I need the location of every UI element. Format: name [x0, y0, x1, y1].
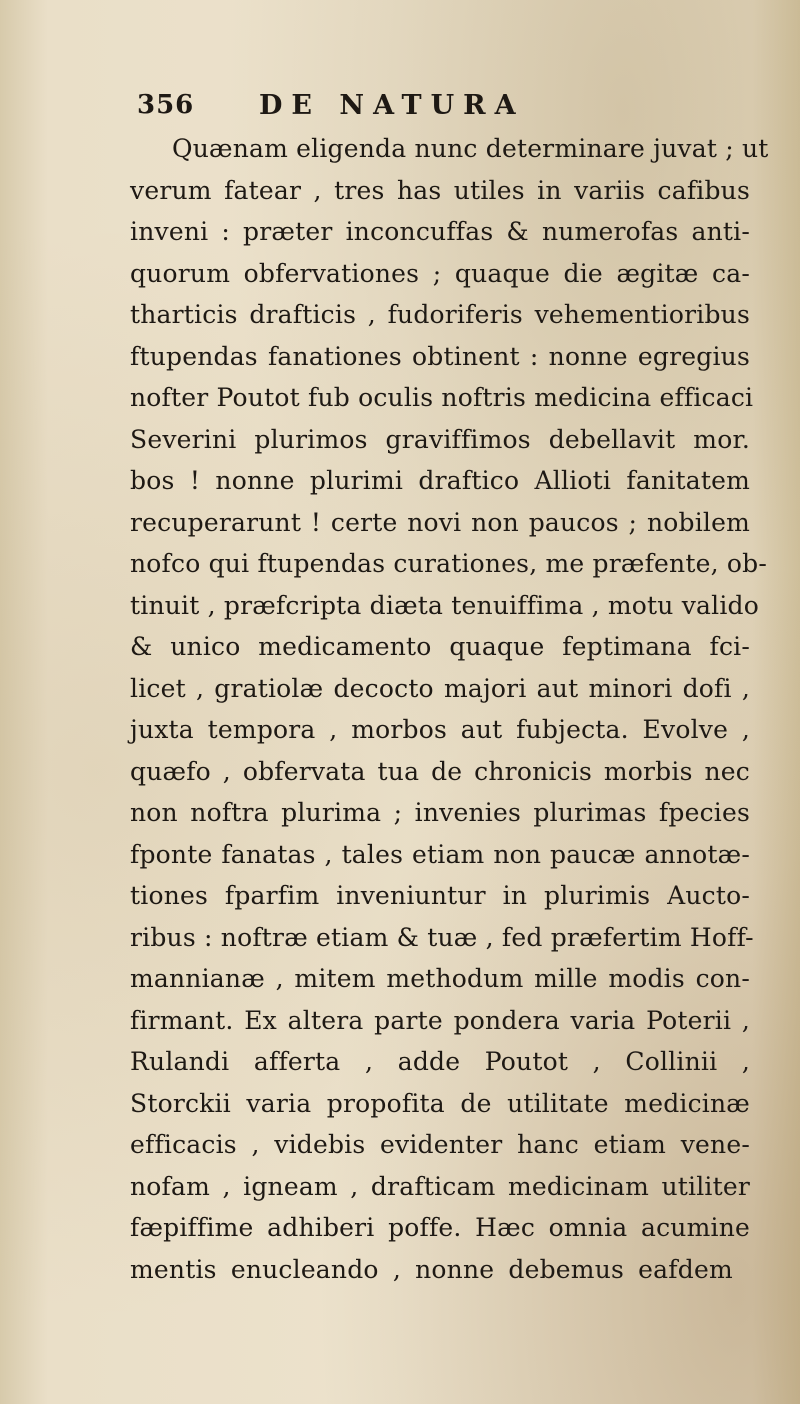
text-line: ribus : noftræ etiam & tuæ , fed præfertim Hoff-: [130, 922, 754, 952]
text-line: efficacis , videbis evidenter hanc etiam vene-: [130, 1130, 750, 1159]
text-line: inveni : præter inconcuffas & numerofas anti-: [130, 217, 750, 246]
text-line: nofco qui ftupendas curationes, me præfente, ob-: [130, 549, 767, 578]
text-line: quæfo , obfervata tua de chronicis morbis nec: [130, 756, 750, 786]
text-line: juxta tempora , morbos aut fubjecta. Evolve ,: [130, 715, 750, 744]
body-text: [130, 128, 769, 1290]
text-line: nofam , igneam , drafticam medicinam utiliter: [130, 1171, 750, 1201]
page-number: 356: [137, 90, 195, 120]
text-line: Quænam eligenda nunc determinare juvat ; ut: [172, 134, 769, 163]
text-line: tharticis drafticis , fudoriferis vehementioribus: [130, 300, 750, 329]
text-line: bos ! nonne plurimi draftico Allioti fanitatem: [130, 466, 750, 495]
text-line: tinuit , præfcripta diæta tenuiffima , motu valido: [130, 590, 759, 620]
text-line: recuperarunt ! certe novi non paucos ; nobilem: [130, 507, 750, 537]
text-line: nofter Poutot fub oculis noftris medicina efficaci: [130, 383, 754, 412]
text-line: & unico medicamento quaque feptimana fci-: [130, 632, 750, 661]
page-header: [137, 90, 697, 130]
text-line: Severini plurimos graviffimos debellavit mor.: [130, 424, 750, 454]
running-title: DE NATURA: [259, 90, 525, 121]
text-line: tiones fparfim inveniuntur in plurimis Aucto-: [130, 881, 750, 910]
text-line: fæpiffime adhiberi poffe. Hæc omnia acumine: [130, 1213, 750, 1242]
text-line: mentis enucleando , nonne debemus eafdem: [130, 1254, 733, 1284]
text-line: non noftra plurima ; invenies plurimas fpecies: [130, 798, 750, 827]
text-line: Storckii varia propofita de utilitate medicinæ: [130, 1088, 750, 1118]
text-line: quorum obfervationes ; quaque die ægitæ ca-: [130, 258, 750, 288]
text-line: licet , gratiolæ decocto majori aut minori dofi ,: [130, 673, 750, 703]
text-line: mannianæ , mitem methodum mille modis con-: [130, 964, 750, 993]
text-line: Rulandi afferta , adde Poutot , Collinii ,: [130, 1047, 750, 1076]
text-line: fponte fanatas , tales etiam non paucæ annotæ-: [130, 839, 750, 869]
text-line: verum fatear , tres has utiles in variis cafibus: [130, 175, 750, 205]
text-line: firmant. Ex altera parte pondera varia Poterii ,: [130, 1005, 750, 1035]
text-line: ftupendas fanationes obtinent : nonne egregius: [130, 341, 750, 371]
